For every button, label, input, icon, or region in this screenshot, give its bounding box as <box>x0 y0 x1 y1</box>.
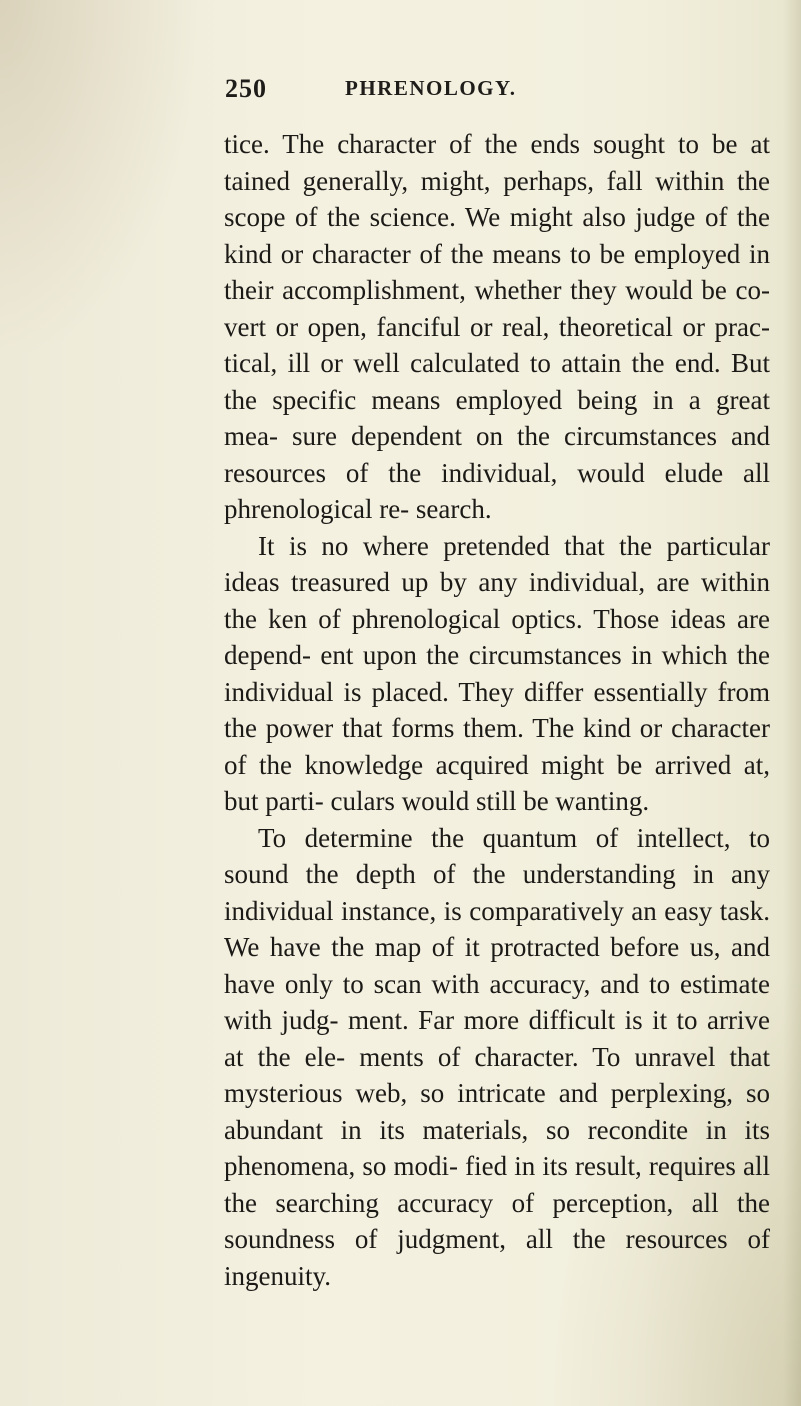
paragraph-1: tice. The character of the ends sought to be at tained generally, might, perhaps, fall within the scope of the science. We might also judge of the kind or character of the means to be employed in their accomplishment, whether they would be co- vert or open, fanciful or real, theoretical or prac- tical, ill or well calculated to attain the end. But the specific means employed being in a great mea- sure dependent on the circumstances and resources of the individual, would elude all phrenological re- search. <box>224 129 770 524</box>
page-number: 250 <box>225 74 267 103</box>
page-header <box>0 74 801 114</box>
running-head: PHRENOLOGY. <box>345 76 517 100</box>
body-text <box>224 126 770 1294</box>
paragraph-3: To determine the quantum of intellect, to sound the depth of the understanding in any individual instance, is comparatively an easy task. We have the map of it protracted before us, and have only to scan with accuracy, and to estimate with judg- ment. Far more difficult is it to arrive at the ele- ments of character. To unravel that mysterious web, so intricate and perplexing, so abundant in its materials, so recondite in its phenomena, so modi- fied in its result, requires all the searching accuracy of perception, all the soundness of judgment, all the resources of ingenuity. <box>224 822 770 1291</box>
page-edge-shadow <box>783 0 801 1406</box>
paragraph-2: It is no where pretended that the particular ideas treasured up by any individual, are within the ken of phrenological optics. Those ideas are depend- ent upon the circumstances in which the individual is placed. They differ essentially from the power that forms them. The kind or character of the knowledge acquired might be arrived at, but parti- culars would still be wanting. <box>224 530 770 816</box>
